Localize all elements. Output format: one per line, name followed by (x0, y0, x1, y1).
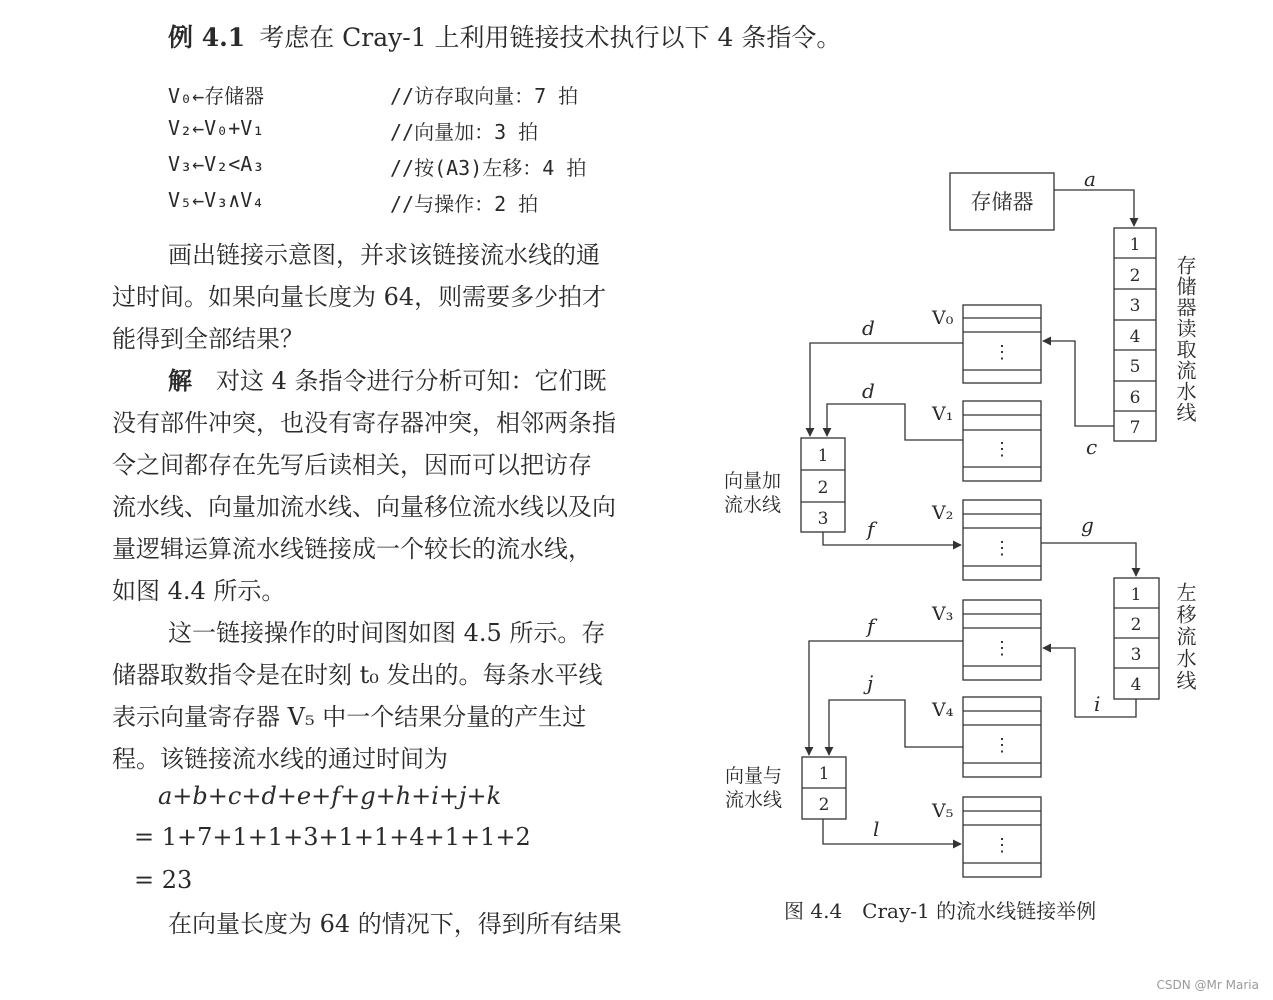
vdots: ⋮ (993, 638, 1011, 659)
solution-line: 流水线、向量加流水线、向量移位流水线以及向 (112, 493, 616, 521)
timing-line: 这一链接操作的时间图如图 4.5 所示。存 (168, 619, 606, 647)
shift-stage: 3 (1130, 645, 1142, 665)
solution-line: 对这 4 条指令进行分析可知：它们既 (216, 367, 607, 395)
instruction-comment: //向量加：3 拍 (390, 120, 539, 144)
arrow-label-f: f (867, 517, 875, 541)
instruction-code: V₂←V₀+V₁ (168, 116, 265, 140)
instruction-code: V₀←存储器 (168, 84, 265, 108)
solution-line: 令之间都存在先写后读相关，因而可以把访存 (112, 451, 592, 479)
register-label-v5: V₅ (932, 800, 954, 822)
instruction-comment: //访存取向量：7 拍 (390, 84, 579, 108)
and-stage: 2 (818, 795, 830, 815)
mem-stage: 1 (1129, 235, 1141, 255)
register-label-v4: V₄ (932, 699, 954, 721)
register-label-v2: V₂ (932, 502, 954, 524)
timing-line: 程。该链接流水线的通过时间为 (112, 745, 448, 773)
arrow-label-j: j (867, 671, 874, 695)
mem-stage: 5 (1129, 357, 1141, 377)
timing-line: 储器取数指令是在时刻 t₀ 发出的。每条水平线 (112, 661, 603, 689)
register-label-v3: V₃ (932, 603, 954, 625)
instruction-comment: //与操作：2 拍 (390, 192, 539, 216)
example-label: 例 4.1 (168, 23, 246, 52)
and-stage: 1 (818, 764, 830, 784)
arrow-label-g: g (1081, 513, 1094, 537)
question-line: 能得到全部结果？ (112, 325, 304, 353)
arrow-label-c: c (1086, 435, 1098, 459)
closing-line: 在向量长度为 64 的情况下，得到所有结果 (168, 910, 622, 938)
watermark: CSDN @Mr Maria (1156, 978, 1259, 992)
mem-stage: 6 (1129, 388, 1141, 408)
mem-stage: 2 (1129, 266, 1141, 286)
arrow-l-v5 (823, 819, 961, 844)
figure-caption: 图 4.4 Cray-1 的流水线链接举例 (784, 899, 1097, 923)
vdots: ⋮ (993, 835, 1011, 856)
arrow-label-f: f (867, 614, 875, 638)
vdots: ⋮ (993, 342, 1011, 363)
arrow-label-l: l (873, 817, 880, 841)
register-label-v1: V₁ (932, 403, 954, 425)
add-stage: 1 (817, 446, 829, 466)
shift-pipe-label: 左移流水线 (1173, 582, 1197, 692)
example-title: 考虑在 Cray-1 上利用链接技术执行以下 4 条指令。 (259, 23, 842, 52)
arrow-label-d: d (862, 316, 875, 340)
equation-line-3: = 23 (134, 866, 193, 894)
shift-stage: 2 (1130, 615, 1142, 635)
instruction-code: V₅←V₃∧V₄ (168, 188, 265, 212)
solution-line: 如图 4.4 所示。 (112, 577, 286, 605)
arrow-i (1043, 648, 1136, 717)
solution-label: 解 (168, 366, 192, 395)
memory-label: 存储器 (970, 190, 1034, 214)
arrow-label-a: a (1084, 167, 1096, 191)
vdots: ⋮ (993, 439, 1011, 460)
arrow-g (1041, 543, 1136, 576)
add-pipe-label: 向量加 (724, 470, 782, 492)
question-line: 过时间。如果向量长度为 64，则需要多少拍才 (112, 283, 607, 311)
arrow-a (1054, 190, 1134, 226)
instruction-code: V₃←V₂<A₃ (168, 152, 265, 176)
arrow-label-d: d (862, 379, 875, 403)
mem-stage: 3 (1129, 296, 1141, 316)
mem-stage: 4 (1129, 327, 1141, 347)
mem-pipe-label: 存储器读取流水线 (1173, 255, 1197, 423)
equation-line-1: a+b+c+d+e+f+g+h+i+j+k (158, 782, 502, 810)
register-label-v0: V₀ (932, 307, 954, 329)
add-stage: 2 (817, 478, 829, 498)
shift-stage: 4 (1130, 675, 1142, 695)
and-pipe-label: 流水线 (725, 789, 783, 811)
shift-stage: 1 (1130, 585, 1142, 605)
vdots: ⋮ (993, 735, 1011, 756)
arrow-label-i: i (1094, 692, 1101, 716)
mem-stage: 7 (1129, 418, 1141, 438)
solution-line: 量逻辑运算流水线链接成一个较长的流水线， (112, 535, 592, 563)
arrow-f-v3 (809, 641, 963, 755)
arrow-c (1043, 341, 1114, 426)
instruction-comment: //按(A3)左移：4 拍 (390, 156, 587, 180)
solution-line: 没有部件冲突，也没有寄存器冲突，相邻两条指 (112, 409, 616, 437)
add-stage: 3 (817, 509, 829, 529)
equation-line-2: = 1+7+1+1+3+1+1+4+1+1+2 (134, 823, 531, 851)
add-pipe-label: 流水线 (724, 494, 782, 516)
timing-line: 表示向量寄存器 V₅ 中一个结果分量的产生过 (112, 703, 587, 731)
arrow-f-v2 (823, 532, 961, 545)
and-pipe-label: 向量与 (725, 765, 783, 787)
vdots: ⋮ (993, 538, 1011, 559)
question-line: 画出链接示意图，并求该链接流水线的通 (168, 241, 600, 269)
